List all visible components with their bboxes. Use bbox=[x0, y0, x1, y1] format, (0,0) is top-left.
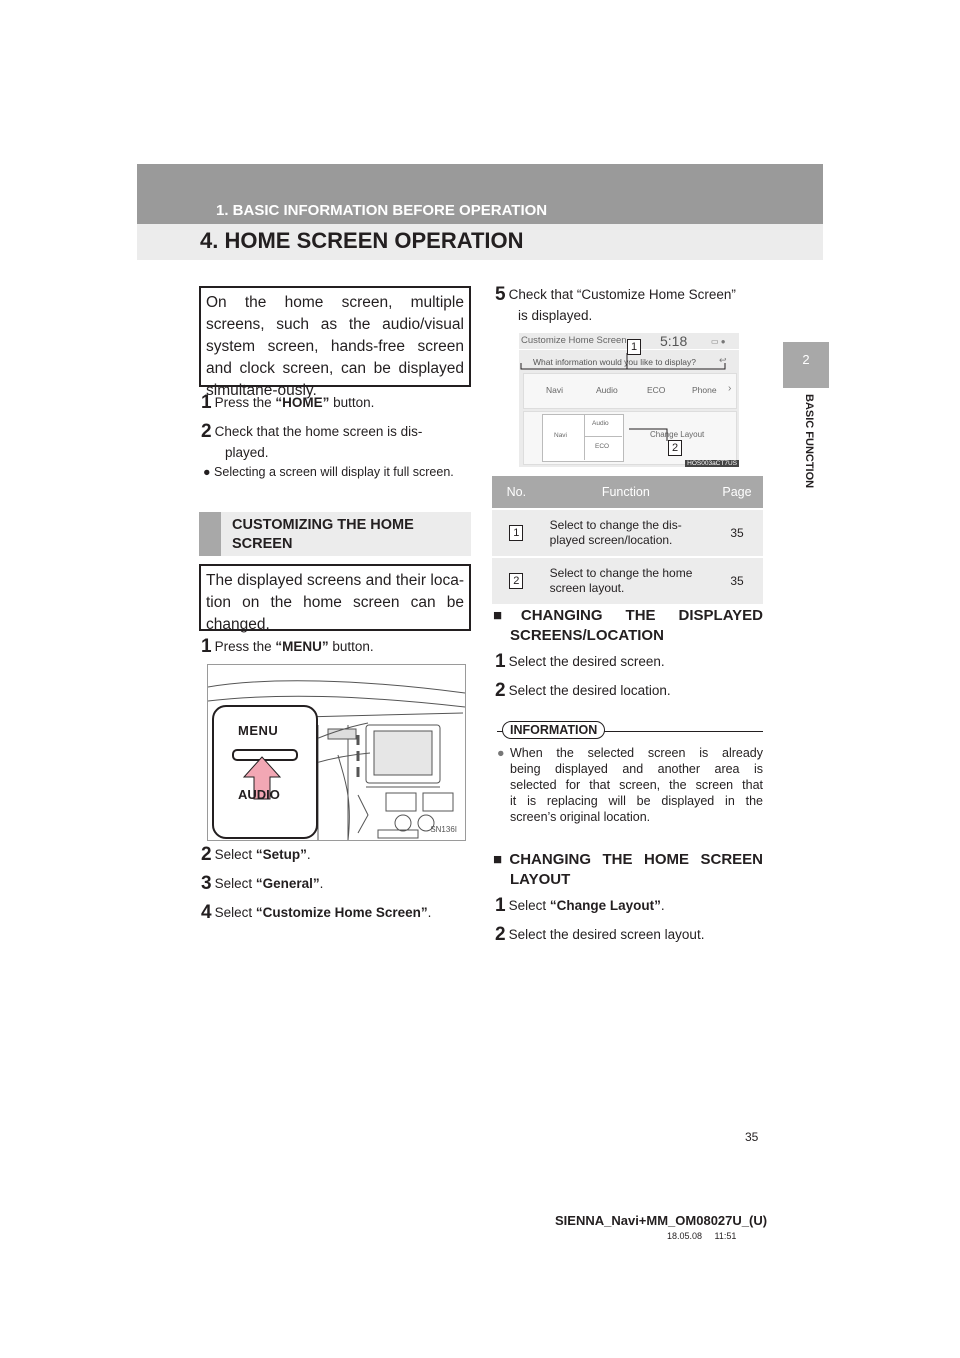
screen-btn-audio: Audio bbox=[596, 385, 618, 395]
audio-button-label: AUDIO bbox=[238, 787, 280, 802]
layout-cell-eco: ECO bbox=[595, 443, 610, 450]
section-layout-heading-cont: LAYOUT bbox=[510, 871, 571, 888]
screen-code: HOS003aCT7US bbox=[687, 460, 737, 467]
step-display-1: 1 Select the desired screen. bbox=[495, 651, 665, 672]
dashboard-illustration bbox=[207, 664, 466, 841]
row-function: Select to change the dis- bbox=[549, 518, 682, 532]
col-no: No. bbox=[492, 476, 541, 509]
illustration-code: SN136I bbox=[430, 825, 457, 834]
callout-1: 1 bbox=[627, 339, 641, 355]
intro-box bbox=[199, 286, 471, 399]
step-layout-1: 1 Select “Change Layout”. bbox=[495, 895, 665, 916]
row-page: 35 bbox=[711, 557, 763, 604]
table-row bbox=[492, 557, 763, 604]
step-home-2-cont: played. bbox=[225, 445, 269, 460]
bullet-icon: ● bbox=[203, 465, 211, 479]
row-number: 2 bbox=[509, 573, 523, 589]
doc-date: 18.05.08 11:51 bbox=[667, 1231, 737, 1241]
bullet-note: ● Selecting a screen will display it full screen. bbox=[203, 465, 454, 479]
table-header-row bbox=[492, 476, 763, 509]
row-number: 1 bbox=[509, 525, 523, 541]
step-menu-3: 3 Select “General”. bbox=[201, 873, 324, 894]
col-function: Function bbox=[541, 476, 711, 509]
step-check-5: 5 Check that “Customize Home Screen” bbox=[495, 284, 736, 305]
intro-text: On the home screen, multiple screens, such as the audio/visual system screen, hands-free screen and clock screen, can be displayed simultane-ously. bbox=[206, 294, 464, 399]
screen-title: Customize Home Screen bbox=[521, 335, 627, 346]
layout-cell-navi: Navi bbox=[554, 432, 568, 439]
information-label: INFORMATION bbox=[502, 721, 605, 739]
step-home-2: 2 Check that the home screen is dis- bbox=[201, 421, 423, 442]
customizing-box bbox=[199, 564, 471, 631]
bullet-icon: ● bbox=[497, 746, 505, 760]
customizing-heading: CUSTOMIZING THE HOME SCREEN bbox=[199, 512, 471, 556]
table-row bbox=[492, 509, 763, 557]
screen-btn-phone: Phone bbox=[692, 385, 717, 395]
row-function-cont: played screen/location. bbox=[549, 533, 673, 547]
page-number: 35 bbox=[745, 1130, 759, 1144]
layout-cell-audio: Audio bbox=[592, 420, 609, 427]
chevron-right-icon: › bbox=[728, 383, 732, 394]
step-menu-2: 2 Select “Setup”. bbox=[201, 844, 311, 865]
chapter-subtitle: 1. BASIC INFORMATION BEFORE OPERATION bbox=[216, 202, 548, 219]
screen-change-layout: Change Layout bbox=[650, 430, 705, 439]
callout-2: 2 bbox=[668, 440, 682, 456]
page-title: 4. HOME SCREEN OPERATION bbox=[200, 228, 524, 253]
step-menu-4: 4 Select “Customize Home Screen”. bbox=[201, 902, 432, 923]
menu-callout bbox=[212, 705, 318, 839]
step-home-1: 1 Press the “HOME” button. bbox=[201, 392, 375, 413]
section-layout-heading: ■CHANGING THE HOME SCREEN bbox=[493, 851, 763, 868]
chapter-number: 2 bbox=[802, 352, 810, 367]
menu-button-label: MENU bbox=[238, 723, 279, 738]
doc-code: SIENNA_Navi+MM_OM08027U_(U) bbox=[555, 1213, 768, 1228]
chapter-label: BASIC FUNCTION bbox=[803, 394, 815, 489]
screen-btn-eco: ECO bbox=[647, 385, 666, 395]
back-icon: ↩ bbox=[719, 355, 727, 365]
customizing-text: The displayed screens and their loca-tion on the home screen can be changed. bbox=[206, 572, 464, 633]
screen-btn-navi: Navi bbox=[546, 385, 564, 395]
screen-time: 5:18 bbox=[660, 333, 688, 349]
row-page: 35 bbox=[711, 509, 763, 557]
step-display-2: 2 Select the desired location. bbox=[495, 680, 671, 701]
col-page: Page bbox=[711, 476, 763, 509]
row-function: Select to change the home bbox=[549, 566, 693, 580]
step-menu-1: 1 Press the “MENU” button. bbox=[201, 636, 374, 657]
status-icons: ▭ ● bbox=[711, 337, 726, 346]
section-displayed-heading-cont: SCREENS/LOCATION bbox=[510, 627, 664, 644]
step-check-5-cont: is displayed. bbox=[518, 308, 593, 323]
information-text: ● When the selected screen is already being displayed and another area is selected for that screen, the screen that it is replacing will be displayed in the screen’s original location. bbox=[497, 746, 763, 824]
row-function-cont: screen layout. bbox=[549, 581, 625, 595]
function-table bbox=[492, 476, 763, 604]
section-displayed-heading: ■CHANGING THE DISPLAYED bbox=[493, 607, 763, 624]
step-layout-2: 2 Select the desired screen layout. bbox=[495, 924, 705, 945]
screen-question: What information would you like to display? bbox=[533, 357, 696, 367]
